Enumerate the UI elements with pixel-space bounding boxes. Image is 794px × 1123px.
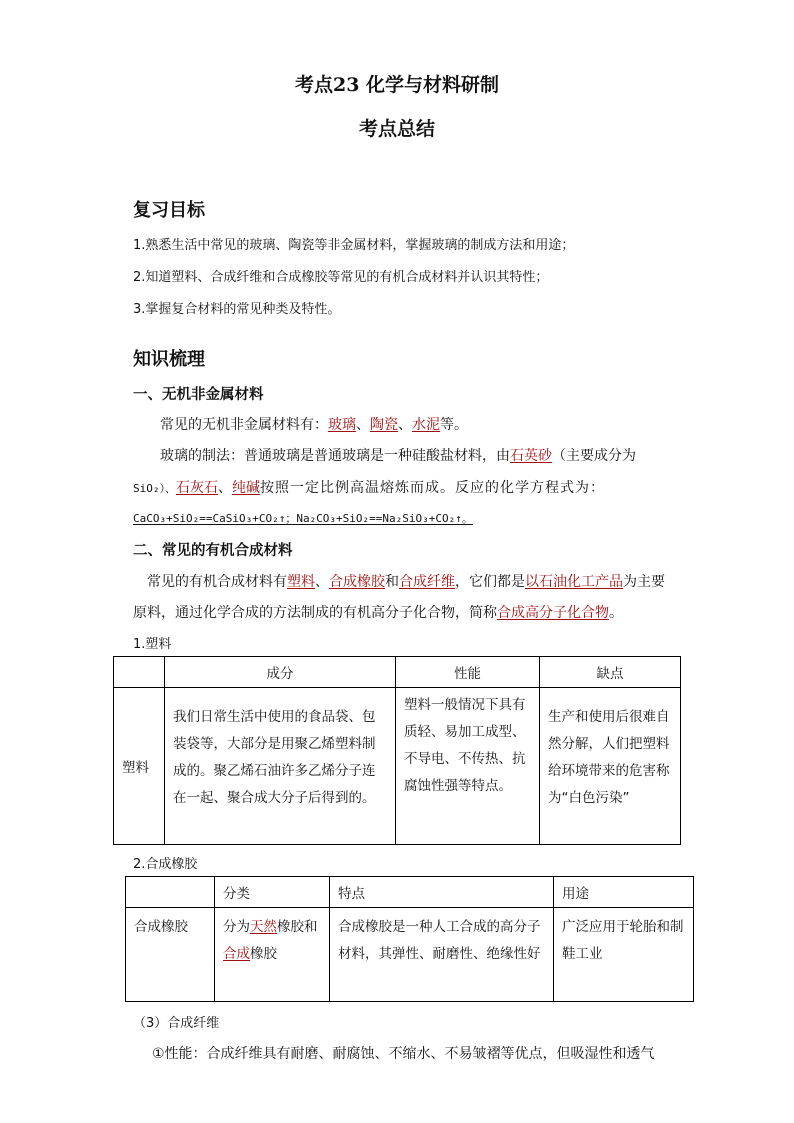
term-polymer: 合成高分子化合物 bbox=[497, 605, 609, 621]
rubber-header-use: 用途 bbox=[554, 877, 694, 908]
glass-method-line-2 bbox=[133, 477, 605, 497]
organic-line2-prefix: 原料，通过化学合成的方法制成的有机高分子化合物，简称 bbox=[133, 605, 497, 621]
organic-mid: ，它们都是 bbox=[455, 574, 525, 590]
plastics-drawback bbox=[540, 688, 681, 845]
rubber-row-name-text: 合成橡胶 bbox=[134, 919, 188, 935]
section-2-heading: 二、常见的有机合成材料 bbox=[133, 543, 293, 559]
rubber-class-a: 分为 bbox=[223, 919, 250, 935]
term-glass: 玻璃 bbox=[328, 417, 356, 433]
rubber-class-b: 橡胶和 bbox=[277, 919, 318, 935]
term-petrochemical: 以石油化工产品 bbox=[525, 574, 623, 590]
plastics-composition-text: 我们日常生活中使用的食品袋、包装袋等，大部分是用聚乙烯塑料制成的。聚乙烯石油许多乙烯分子连在一起、聚合成大分子后得到的。 bbox=[173, 709, 376, 806]
rubber-row-name bbox=[126, 908, 215, 1002]
plastics-header-empty bbox=[114, 657, 165, 688]
term-soda: 纯碱 bbox=[232, 480, 260, 496]
fiber-properties-line: ①性能：合成纤维具有耐磨、耐腐蚀、不缩水、不易皱褶等优点，但吸湿性和透气 bbox=[152, 1046, 655, 1062]
glass-method-suffix: （主要成分为 bbox=[552, 448, 636, 464]
organic-line2-suffix: 。 bbox=[609, 605, 623, 621]
organic-materials-line: 常见的有机合成材料有塑料、合成橡胶和合成纤维，它们都是以石油化工产品为主要 bbox=[147, 574, 665, 590]
organic-prefix: 常见的有机合成材料有 bbox=[147, 574, 287, 590]
review-item-3: 3.掌握复合材料的常见种类及特性。 bbox=[133, 302, 341, 317]
term-synthetic: 合成 bbox=[223, 946, 250, 962]
term-quartz-sand: 石英砂 bbox=[510, 448, 552, 464]
plastics-header-properties: 性能 bbox=[396, 657, 540, 688]
rubber-label: 2.合成橡胶 bbox=[133, 857, 198, 872]
rubber-table bbox=[125, 876, 694, 1002]
plastics-row-name: 塑料 bbox=[114, 688, 165, 845]
plastics-properties bbox=[396, 688, 540, 845]
rubber-class-c: 橡胶 bbox=[250, 946, 277, 962]
inorganic-suffix: 等。 bbox=[440, 417, 468, 433]
inorganic-materials-line: 常见的无机非金属材料有：玻璃、陶瓷、水泥等。 bbox=[160, 417, 468, 433]
rubber-header-empty bbox=[126, 877, 215, 908]
sio2-text: SiO₂）、 bbox=[133, 482, 176, 495]
term-plastic: 塑料 bbox=[287, 574, 315, 590]
plastics-composition bbox=[165, 688, 396, 845]
glass-method-line bbox=[160, 445, 636, 465]
plastics-header-composition: 成分 bbox=[165, 657, 396, 688]
rubber-class bbox=[215, 908, 330, 1002]
rubber-feature-text: 合成橡胶是一种人工合成的高分子材料，其弹性、耐磨性、绝缘性好 bbox=[338, 919, 541, 962]
term-cement: 水泥 bbox=[412, 417, 440, 433]
plastics-drawback-text: 生产和使用后很难自然分解，人们把塑料给环境带来的危害称为“白色污染” bbox=[548, 709, 670, 806]
review-heading: 复习目标 bbox=[133, 200, 205, 221]
separator: 、 bbox=[218, 480, 232, 496]
plastics-header-drawbacks: 缺点 bbox=[540, 657, 681, 688]
term-synthetic-fiber: 合成纤维 bbox=[399, 574, 455, 590]
rubber-header-class: 分类 bbox=[215, 877, 330, 908]
glass-method-prefix: 玻璃的制法：普通玻璃是普通玻璃是一种硅酸盐材料，由 bbox=[160, 448, 510, 464]
review-item-1: 1.熟悉生活中常见的玻璃、陶瓷等非金属材料，掌握玻璃的制成方法和用途； bbox=[133, 238, 575, 253]
fiber-label: （3）合成纤维 bbox=[133, 1016, 220, 1031]
organic-materials-line-2 bbox=[133, 602, 623, 622]
chemical-equation: CaCO₃+SiO₂==CaSiO₃+CO₂↑；Na₂CO₃+SiO₂==Na₂SiO₃+CO₂↑。 bbox=[133, 512, 473, 525]
rubber-use-text: 广泛应用于轮胎和制鞋工业 bbox=[562, 919, 684, 962]
term-synthetic-rubber: 合成橡胶 bbox=[329, 574, 385, 590]
term-natural: 天然 bbox=[250, 919, 277, 935]
rubber-class-text bbox=[223, 914, 321, 968]
page-subtitle: 考点总结 bbox=[358, 118, 435, 140]
plastics-table bbox=[113, 656, 681, 845]
glass-method-rest: 按照一定比例高温熔炼而成。反应的化学方程式为： bbox=[260, 480, 605, 496]
review-item-2: 2.知道塑料、合成纤维和合成橡胶等常见的有机合成材料并认识其特性； bbox=[133, 270, 549, 285]
rubber-feature bbox=[330, 908, 554, 1002]
section-1-heading: 一、无机非金属材料 bbox=[133, 387, 264, 403]
rubber-use bbox=[554, 908, 694, 1002]
rubber-header-feature: 特点 bbox=[330, 877, 554, 908]
organic-suffix: 为主要 bbox=[623, 574, 665, 590]
term-limestone: 石灰石 bbox=[176, 480, 218, 496]
inorganic-prefix: 常见的无机非金属材料有： bbox=[160, 417, 328, 433]
plastics-properties-text: 塑料一般情况下具有质轻、易加工成型、不导电、不传热、抗腐蚀性强等特点。 bbox=[404, 697, 526, 794]
knowledge-heading: 知识梳理 bbox=[133, 349, 205, 370]
plastics-label: 1.塑料 bbox=[133, 637, 172, 652]
page-title: 考点23 化学与材料研制 bbox=[294, 74, 500, 96]
term-ceramic: 陶瓷 bbox=[370, 417, 398, 433]
